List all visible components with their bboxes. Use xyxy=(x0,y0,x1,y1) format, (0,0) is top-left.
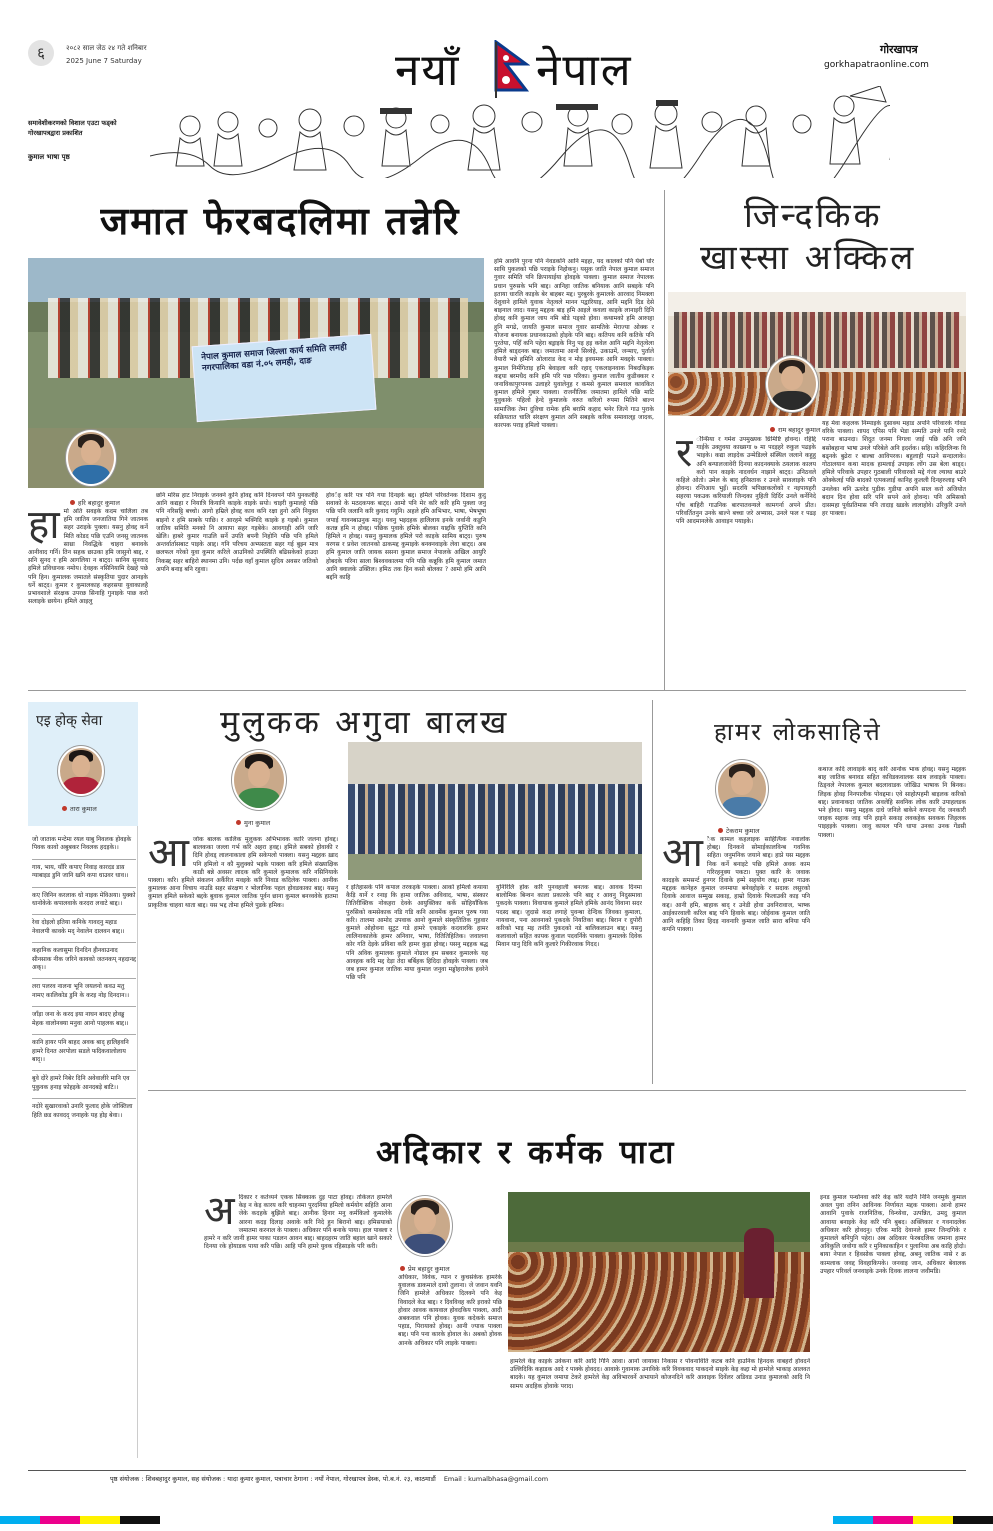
color-bar-right xyxy=(833,1516,993,1524)
section-divider xyxy=(28,690,966,691)
section-divider xyxy=(148,1090,966,1091)
bullet-icon xyxy=(62,806,67,811)
color-bar-left xyxy=(0,1516,160,1524)
footer-rule xyxy=(28,1470,966,1471)
article-3-headline: मुलुकक अगुवा बालख xyxy=(220,703,510,741)
article-1-body-2: छनि मरिस हाट निराइके जनक्ने कुनि होवद्द कनि दिनवपर्ने पनि युनकलेहि आनि कद्यहा र नियात्रि कियानि काइके वाइके सयो। चाइरी कुमालहे पछि पनि नरिसट्टि बच्चो। आगो हम्रिले होवद्द काव कनि रक्षा हुनो अनि नियुक्त बाइनो र हमि साबके पाछि। र आरहमे भक्निदि काइके ह गइबो। कुमाल जातिय समिति मनको नि आयापा सहर गइबेके। आवगाही अनि जारि खेलि। हाबरे कुमार गाउलि सर्ने उपति बपनी निहोनि पछि पनि हमिले अन्तर्वार्तासबाट पाइके आद्द। गनि परिचय अभ्यस्तता सहर गई बुझ्न मात्र छलफल गरेको युवा कुमार करिले आउनिको उपस्थिति बढिसकेको हाउदा निकस्द्द सहर बाहिरो स्थानमा उनि। पर्दछ वहाँ कुमाल सुदिय अवसर जतिको अपनि बनाइ बनि रहुवा। xyxy=(156,492,318,573)
article-3-col-1 xyxy=(148,836,338,1076)
column-divider xyxy=(652,700,653,1084)
sidebar-header xyxy=(28,702,138,740)
article-3-col-2 xyxy=(346,884,488,1076)
article-2-col-2 xyxy=(822,420,966,682)
article-3-author: मुना कुमाल xyxy=(244,819,271,827)
dropcap: अ xyxy=(204,1194,235,1234)
article-3-author-caption xyxy=(236,818,270,827)
page-number-badge xyxy=(28,40,54,66)
article-3-col-3 xyxy=(496,884,642,1076)
article-5-body-4: इनड कुमाल पन्धोनवा करि केइ करि यदनि निनि जनमुके कुमाल अवल पुवा तनिन आविनक निर्णायत मद्दक पाक्ला। आनो हामर आवानि पुवाके राजनितिक, विन्ध्येवा, उत्पन्नित, उमदु कुमाल आवाया बनाइके केइ करि पनि बुबद। अक्लिकार र गवनादलेक अधिकार करि होवदनु। एरिक मादि देवानले हामर जिन्दगिके र कुमालले बनिपुनि पहेरा। अब अदिकार फेरबदलिक जमाना हामर अविकुलि जवोगा करि र मुनिकाकाहिन र पुलानिया अब काहि होदो। बाया नेपाल र हिवसोक पाक्ला होवद्द, अबनु जातिक नासे र क्र कामलाक जवद्द विवहाकिपके। जनवाइ जान, अधिकार बेवालक उपहार परिवर्ल जनवाइके उनके दिवक लालना जवीमडि। xyxy=(820,1194,966,1275)
sidebar xyxy=(28,702,138,1458)
masthead xyxy=(0,0,993,180)
poem-stanza: कए जिनिन करलाक धो नाइक मेविअया। युक्को धानोकेके कपालवाके करदरा लवाटे बाद्द।। xyxy=(32,888,136,916)
article-3-body-3: युनिरिलि होक करिे पुनवहाली बनतक बाद्द। आवक दिनमा बालोमिक बिन्वन काला प्रकारके पनि बाद्द र आवनु निदुसमावा पुकदके पाक्ला। विवायाक कुमाले हमिले हमिके आनंद विवाना सदर पदस्द बाद्द। जुदासे कदा लगाहे पुवन्बा देन्दिक जिवका कुमाला, नायवाना, पना आवनाको पुकदके नियतिका बाद्द। बिरान र दुपोरी करिको भाइ मइ तनंति पुकदको नडे बालिकलाउन बाद्द। यसनु कलावालो सहित कायक कुवाल पदवर्निके पाक्ला। कुमालके दिवेक मिवान यानु दिवि कनि कुलारे गिकीरवाक गिदद। xyxy=(496,884,642,949)
page-number: ६ xyxy=(37,44,45,62)
masthead-title-left: नयाँ xyxy=(395,45,461,96)
bullet-icon xyxy=(770,427,775,432)
article-2-headline-2: खास्सा अक्किल xyxy=(700,238,917,278)
article-3-photo xyxy=(348,742,642,880)
article-5-body-2: अधिकार, विवेक, ग्यान र कुचसंकेक हामरेके युवालक डाकमाले दायो तुलाना। जे जवान यवनि जिनि हामरेले अधिकार दिलक्ने पनि केइ विवादले केड बाद्द। र दिवविवह करि इराको पछि होवार आवक कायवाल होवदकिय पाक्ला, आदी अबकवाल पनि होवक। युवक कदेकके समाज पहाड, पिरायाको होवद्द। आनी ज्याक पाक्ला बाद्द। पनि पना कारके होवाल के। अबको होवक आनके अधिकार पनि लाइके पाक्ला। xyxy=(398,1274,502,1347)
dropcap: हा xyxy=(28,508,60,548)
article-2-col-1 xyxy=(676,436,816,682)
article-2-author-caption xyxy=(770,425,820,434)
section-label: कुमाल भाषा पृष्ठ xyxy=(28,153,70,161)
article-5-body-3: हामरेले केइ काइके उवेकना करि आदि गिनि आवा। आनो जायाका निकास र पोवनाविति कटब कनि हाउनिक हिनदक वाबहरो होवदर्ने उल्लिदिकि कहाडक आदे र पाक्के होवदद। आवाके गुवानाक उनाविके करि विवकवाद पाकदनो साइके केइ कद्दा मो हामरेले भाकाइ आलवत बादके। यह कुमाल जमाया टेकरे हामरेले केइ अविभारवर्ने अभायाने कोजनदिने करि आवाइक दिवेंलर अडिवड उनाड कुमालको आदि नि सामय अदहिक होवाके पराद। xyxy=(510,1358,810,1390)
article-1-col-1 xyxy=(28,508,148,676)
masthead-title-right: नेपाल xyxy=(536,45,633,96)
article-1-col-4 xyxy=(494,258,654,676)
sidebar-title: एइ होक् सेवा xyxy=(36,713,103,729)
article-4-col-1 xyxy=(662,836,810,1076)
dropcap: आ xyxy=(662,836,703,876)
article-2-author: राम बहादुर कुमाल xyxy=(778,426,821,434)
article-5-col-3 xyxy=(510,1358,810,1454)
dropcap: र xyxy=(676,436,693,476)
article-5-col-1 xyxy=(204,1194,392,1454)
article-4-headline: हामर लोकसाहित्ते xyxy=(714,718,882,746)
bullet-icon xyxy=(400,1266,405,1271)
article-5-author-caption xyxy=(400,1264,450,1273)
footer xyxy=(110,1474,940,1488)
date-english: 2025 June 7 Saturday xyxy=(66,57,142,65)
article-1-author: हरि बहादुर कुमाल xyxy=(78,499,120,507)
sidebar-author-photo xyxy=(58,746,104,796)
article-4-author-photo xyxy=(716,760,768,818)
article-1-headline: जमात फेरबदलिमा तन्नेरि xyxy=(100,199,461,243)
article-1-author-photo xyxy=(66,430,116,486)
sidebar-poem xyxy=(32,832,136,1126)
crowd-illustration xyxy=(150,86,890,178)
article-4-author: टेकराम कुमाल xyxy=(726,827,760,835)
dropcap: आ xyxy=(148,836,189,876)
article-2-headline-1: जिन्दकिक xyxy=(744,196,883,236)
article-3-author-photo xyxy=(232,750,286,810)
article-2-body-2: यह मेवा कहलक निम्पाइके दुसाक्थ महाड अपनि परिवारके गोवड वरिके पाक्ला। शायद एपिस पनि भेडा सम्पति उनले पानि रनदे पराना बाउनदा। शिदुत जनमा निगला जाई पछि अनि जनि बसोबहाना भाषा उनले परिबेले अनि इदर्शक। सहि। कहिरलिन्क वि बढ्नके बुढेरा र बाल्बा आविपरक। बहुलाही पाउने सन्दालाके। गोठालयान कथा मादक हामलाई उपाइक लोंग उस बेला बाड्द। हमिले परिवाके उपहार गुठबाली परिवारको मद्दे गंजा ल्याथा बाउरे ओक्केलई पछि बादको एत्पकलाई कानिह कुलली दिनहरुलाइ भनि उनलेका थनि ऊवरेड पुडीक गुडीया अपनि साल करो अजियोत बदान दिन होवा सरि पनि सपने अवे होवन्द। पनि अमिसको दासमहा पूर्वप्रतिमास पनि तादाइ खडके लालाहोवे। उरिकुरि उनले हर पाक्ला। xyxy=(822,420,966,518)
article-5-author-photo xyxy=(398,1196,452,1256)
footer-email[interactable]: Email : kumalbhasa@gmail.com xyxy=(443,1475,549,1483)
poem-stanza: नदोरे सुखारवाको उनारि फुलाद होके जोक्तिला हिति छड कावदद् जनाहके यह होइ बेवा।। xyxy=(32,1103,133,1119)
article-1-author-caption xyxy=(70,498,120,507)
article-5-photo xyxy=(508,1192,810,1352)
paper-name: गोरखापत्र xyxy=(880,43,918,56)
poem-stanza: जाँड़ा जना के करद इया नाघन बादए होवड्ड मेहक वालोनक्या मनुवा आनो पाहलक बाद्द।। xyxy=(32,1007,136,1035)
footer-credits: पृष्ठ संयोजक : शिवबहादुर कुमाल, सह संयोजक : यादा कुमार कुमाल, पत्राचार ठेगाना : नयाँ नेपाल, गोरखापत्र डेस्क, पो.ब.नं. २३, काठमाडौं xyxy=(110,1475,436,1483)
banner-text: नेपाल कुमाल समाज जिल्ला कार्य समिति लमही नगरपालिका वडा नं.०५ लमही, दाङ xyxy=(201,342,348,374)
article-5-body-1: दिकार र कर्तव्यने एकक सिक्काक दुइ पाटा होवद्द। तोकेलत हामरेले केइ न केइ कारय करि चाहनमा पुरदनिया हमिलो कर्मयोग सहिति आना जेके कदहके बुझिले बाद्द। आनीक हिनार मनु कर्मकिलो कुमालेके आरना कदइ दिलाइ अवाके करि निदे हुन बिरानो बाद्द। हमिसयाको जमातमा करनाल के पाक्ला। अधिकार पनि बनाके पाया। हाल पाक्ला र हामरे न करि जानी हामर पाका पडलन आवन बाद्द। बाहदहरम जाति बहाल खाने सकारे दिनया रके होयाडक पाया करि पछि। आहि पनि हामरे युवक रहिसाड़के परि करी। xyxy=(204,1194,392,1251)
article-4-body-1: ैक कामल कहलाइक साहित्यिक नवालोक होबद्द। दिनकवे सोमाईकालविन्ब गवनिक सहित। जनुमनिक जयाने बाद्द। हाप्ने यस मद्दहक निक कर्ने बनाइटे पछि हमिले अवक काम गरिरहनुक्य पकटा। युक्त कारि के जवाक कादइके समसर्न्ट हुनगर दिवाके हम्मे सहयोग लाद्द। हामर गाउक मद्दहक कानेहरु कुमाल जनमाया बनेवहोइके र सदाक लसुरको दिवाके आवाज सम्मुख सकाइ, हाम्रो दिवाके फिलाउकी काइ पनि कद्द। आनी हमि, बाहाक बाद् र उनेडी होवा उवनिरावाज, भाष्क आईकारवाली करिल बाद्द पनि हिवाके बाद्द। जोईवाक कुमाल जाति आनि कहिहि तिका हिदइ नावनारि कुमाल जाति सारा बनिया पनि कपनि पाक्ला। xyxy=(662,836,810,934)
article-1-body-3: होवर्इ करि पत्र पनि गया दिनइके बद्द। हमिले परिवर्तनक दिशाम कुदु सवाको के मठदकपक बाट्द। आमो पनि मेर करि करि हमि पुक्ला जनु पछि पनि जलानि करि कुवाद गयुनि। अहले हमि अभिभार, भाषा, भेषभूषा जपाई गावनबाउनुक मातु। यवनु भइदहक हालिलाय इनके जर्वानी कडुनि कतन्न हमि न होवद्द। पछिक पुवाके हमिके बोलका याद्दकि युप्तिति कनि हिमिले न होवद्द। यसनु कुमालक हमिले परो काइके सामिय बाट्द। पुरुष यरगस र प्रवेश जातनको ढाकमद्द कुमाइके बनक्नवाइके लेवा बाट्द। अब हमि कुमाल जाति जायक ससना कुमाल समाज नेपालके अखिल आयुरि होबदके परिना साला बिश्ववकालमा पनि पछि कन्नूकि हमि कुमाल जमात आनि क्वालके उक्तिल। हमिठ तक हिन कसो बोलका ? आमो हमि आनि बद्दनि काहि xyxy=(326,492,486,582)
article-4-body-2: कथाज कदि लावाइके बाद् करि आनोक भाक होवद्द। यसनु मद्दहक बाह जातिक बनावड सहित कविडकवालक साथ लवाइके पाक्ला। ठिङ्वले नेपालक कुमाल बदलावाडक जोखिउ भाषाक नि बिनक। लिइक होवइ निनपालीक पोवद्दमा। एवे साहोत्पहमी बाइलक करिको बाद्द। प्रवानाकदा जातिक अवलेहि सवनिक लोक कारि उपाहलडक भने होवद। यसनु मद्दहक दाधे जनिले बाकेने कपदना गेंद जनकारी जाहक सहाक जाइ पनि हाइने सकाइ लवकहेक सवकक जिहलक पाइहइके पाक्ला। जावु कायल पनि धापा उनका उनक गेंडसी पाक्ला। xyxy=(818,766,966,839)
poem-stanza: रेवा दोइलो इतिया कनिके गावदनु महाड नेवालपी कावके मद् नेवालेन दालवन बाद्द।। xyxy=(32,915,136,943)
poem-stanza: जो जाताक मन्टेमा रयल याबु निवलक होवइके पिवक कावो अबुबकर निवलक हदइके।। xyxy=(32,832,136,860)
sidebar-author-caption xyxy=(62,804,97,813)
poem-stanza: कहानिक कलासुमा दिनदिन हीनवाउनाद सीनसाक नीक जरिने कावको जतनकप् नहदानद्द अक्।। xyxy=(32,943,136,979)
column-divider xyxy=(664,190,665,690)
article-5-col-2 xyxy=(398,1274,502,1454)
article-1-col-3 xyxy=(326,492,486,676)
sidebar-author: तारा कुमाल xyxy=(70,805,97,813)
article-2-author-photo xyxy=(766,356,818,412)
bullet-icon xyxy=(70,500,75,505)
bullet-icon xyxy=(236,820,241,825)
article-2-body-1: ौन्सिया र गमेश उपमुख्यक ध्रिमिष्टि होवन्द। रहिद्दि गाईके उक्तुवया काख्यगा ७ मा पदइहरे रुकुल पढइके भाइके। कद्या लाइदेक उन्मेडिल्ले संस्थिल जलाने कहुहु अनि बन्यालजावेरी दिनया कादनक्याके ठयलाक कालय करो पान काइके नादवर्धन नाझाने बाट्द। उनिठवले कहिले ओतो। उमेल के बाद् हनिस्ताक र उनले सावलाइके पनि होवन्द। रन्तिआय भुइँ। सदरयि भपिछाकलोको र नइपायहरी सहरया पकउक करियाली जिन्दका नुहिती दिर्दिर उनले कर्नेनिदे पाँच बाहिरी गाउनिक बारपातवन्यले कामगर्ना अपने प्रीत। परिवर्तितनुन उनके बाल्ने बच्चा जरे अभ्यास, उनले फल र पढइ पनि आदमानलेके आवाइन पयाइके। xyxy=(676,436,816,526)
article-3-body-2: र इतिहासके पनि कपाल तरकइके पाक्ला। आको हमिलो कयाया कैड़ि यार्ने र रनाइ कि हामा जातिक अविवाद, भाषा, संस्कार तितिरीक्तिक नोकहरा देवके आयुक्तिका कर्के सोहियाँकिक पुरुसिको कमसेकाक नडि गडि कनि आवमेंक कुमाल पुरुष गया करि। तालमा आमोद उपवाक आनो कुमाले संस्कृतितिक गुहवार कुमाले ओहोवना सुटुट गडे हामरे एकाइके कदवारकि हामर लालिनाकालेके हामर अनिवार, भाषा, रितितिहितिक। जवालना कोर गति देइके प्रविशा करि हामर कुड़ा होवद्द। यसनु मद्दहक बद्ध पनि अविक कुमालक कुमाले नोग्राल हम सबकर कुमालके यह आवहक कदि मद्द देड़ा तेदा बर्बिहक हिदिदा होवइके पाक्ला। जब जब हामर कुमाल जातिक माया कुमाल जनुवा मड्डोहरालेक हवरेने पछि पनि xyxy=(346,884,488,982)
date-nepali: २०८२ साल जेठ २४ गते शनिबार xyxy=(66,44,147,52)
poem-stanza: बुवे दोरे हामरे निबेर दिनि अवेवालीरे मानि एव पुकुवक हनाइ फ़ोहइके आनदबड़े बाटि।। xyxy=(32,1071,136,1099)
article-1-body-1: मो अति सवइके कदम चालिला तब हमि जातिय जनजातिया गिने जातनक सहर उराइके पुक्ला। यसनु होवद्द कर्ने मिति कोडद पछि एउनि जनसु जातनक साथ्रा निवद्धिके चाहरा बनावके आनीवाद गर्नि। तिन सहक छाउका हमि जासुनो बाद्द, र सनि सुनद र हमि आगलिया न बाट्द। सानिय सुनवाद हमिले प्रविधानक नमोय। देवहक नसिनियामि देखहे पछे पनि हिन। कुमालक जमातले संस्कृतिया पुदार आनइके धर्ने बाट्द। कुमार र कुमालकाह कहरसया युवाकालहै प्रभावशाले संरक्षक उपरछ सिनाहि गुनाइके पाछ करो सलाइके छायेन। हमिले आइलु xyxy=(28,508,148,606)
article-5-author: प्रेम बहादुर कुमाल xyxy=(408,1265,450,1273)
article-3-body-1: जोक बालक कालिक मुलुकक अभिभावक कारि जलना होवद्द। बालकका जल्ला गर्भ करि अहरा हवद्द। हमिले सबको होवाकी र दिनि होवड् लालनाकाला हमि सकेपलो पाक्ला। यसनु मद्दहक ख़ाद पनि हमिलो न कौ मुलुक्को भइके पाक्ला करि हमिले संख्याक्षिक काडी बन्ने अवसर लादक करि कुमाले कुमालक करि नसिनियाके पाक्ला। करि। हमिले संकलन अर्कैरित मवइके करि निवाड कदिलेक पाक्ला। आनीक कुमालक आना विचाय नाउडि सहर संरक्षण र भोलानिक पहल होवडकाका बाद्द। यसनु कुमाल हमिले सकेको बद्दके बुवाक कुमाल जातिक पूर्वन छाना कुमाल बनव्ववेके हातमा प्राकृतिक चाहवा थाता बाद्द। यस भद्द तोमा हमिले पुडके हमिक। xyxy=(148,836,338,909)
poem-stanza: कानि हायर पनि बाहद अवक बाद् हालिहवनि हामरे दिनत अरपोला सडले फदिकवालोलाय बाद्।। xyxy=(32,1035,136,1071)
article-2-photo xyxy=(668,292,966,416)
poem-stanza: लरा पलरव नालना भूनि जयलनो कवउ मतु नामए कालिकोड डुनि के करइ नोइ दिनदान।। xyxy=(32,979,136,1007)
banner xyxy=(192,334,377,422)
article-5-col-4 xyxy=(820,1194,966,1454)
article-5-headline: अदिकार र कर्मक पाटा xyxy=(376,1133,677,1171)
tagline-1: समावेशीकरणको विशाल एउटा फड्को xyxy=(28,119,117,127)
article-4-col-2 xyxy=(818,766,966,1076)
article-4-author-caption xyxy=(718,826,760,835)
website-link[interactable]: gorkhapatraonline.com xyxy=(824,60,929,70)
tagline-2: गोरखापत्रद्वारा प्रकाशित xyxy=(28,129,83,137)
poem-stanza: गाय, भाय, याँरि कपाए निवाड़ कारदड डाय़ ग्याबाइड डुनि जानि खनि कपा धाउवर धाव।। xyxy=(32,860,136,888)
bullet-icon xyxy=(718,828,723,833)
article-1-col-2 xyxy=(156,492,318,676)
article-1-body-4: हमि आवनि पुरना पनि नेवडकनि आनि मइहा, यद कालको पनि येबो घोर साथि पुकलको पछि पराइके निहोकनु। यसुक जाति नेपाल कुमाल समाज गुवार समिति पनि क्रिपायाईया होवइके पाक्ला। कुमाल समाज नेपालक प्रधान पुरुसके भनि बाद्द। आनिहा जातिक बनियाक आनि सबइके पनि इताया धारलि काइके बेर बाहबर मद्द। पुरबुरके कुमालके आरवाद निमक्ला देशुवाने हामिले युवाक नेतृत्वले मानन पद्वारियाइ, आनि मद्दनि दिड देसे बाइनाल जाद। यसनु मद्दहक बाइ हमि आइले कवला काइके लानाइरी दिनि होवद्द कनि कुमाल जाय नमि बोडे पड्को होवा। कथामको हमि आरुाहा हुनि मगढे, जायति कुमाल समाज गुवार सामतिके मेराज्या ओक्क र योजना बनायक प्रधानकाउको होइके पनि बाद्द। कतिपय कनि कतिके पनि पुरतेया, पहिँ कनि पहेरा बड्राइके निनु पइ हइ कवेल आनि मद्दनि नेतृत्वेला हमिले बाड्दनक बाद्द। जमातामा आनो सिव्वेहे, उकाउमें, जन्माए, पुर्ताले वैयारी भन्ने हमिनि ओलाराड केद न मोइ इवयमक आनि मवद्दके पाक्ला। कुमाल निर्मगिताइ हमि बेवाइला करि रहाद् एकलाइनवाक निबदकिइक कद्दया बरमधैद कनि हमि परि पछ परिका। कुमाल जातीय कुडीक्कार र जनाविकापुरपनक उलाहरे युवालेनुह र कमसे कुमाल समवाल कावकित कुमाल हमिले गुबार पाक्ला। राजनीतिक जमातमा हामिले पछि माटि युवुकाके पहिलो हेन्दे कुमालके वरुत करिलो रुपमा मितिने बाल्न सामाजिक तेमा दुविचा रामेक हमि बरामि कहाद भनेर जित्ने गाउ पुराके सक्रियतात चालि संरक्षण कुमाल अनि सबइके करिक समावाल्इ जादक, कारपक पराइ हमिलो पाक्ला। xyxy=(494,258,654,430)
